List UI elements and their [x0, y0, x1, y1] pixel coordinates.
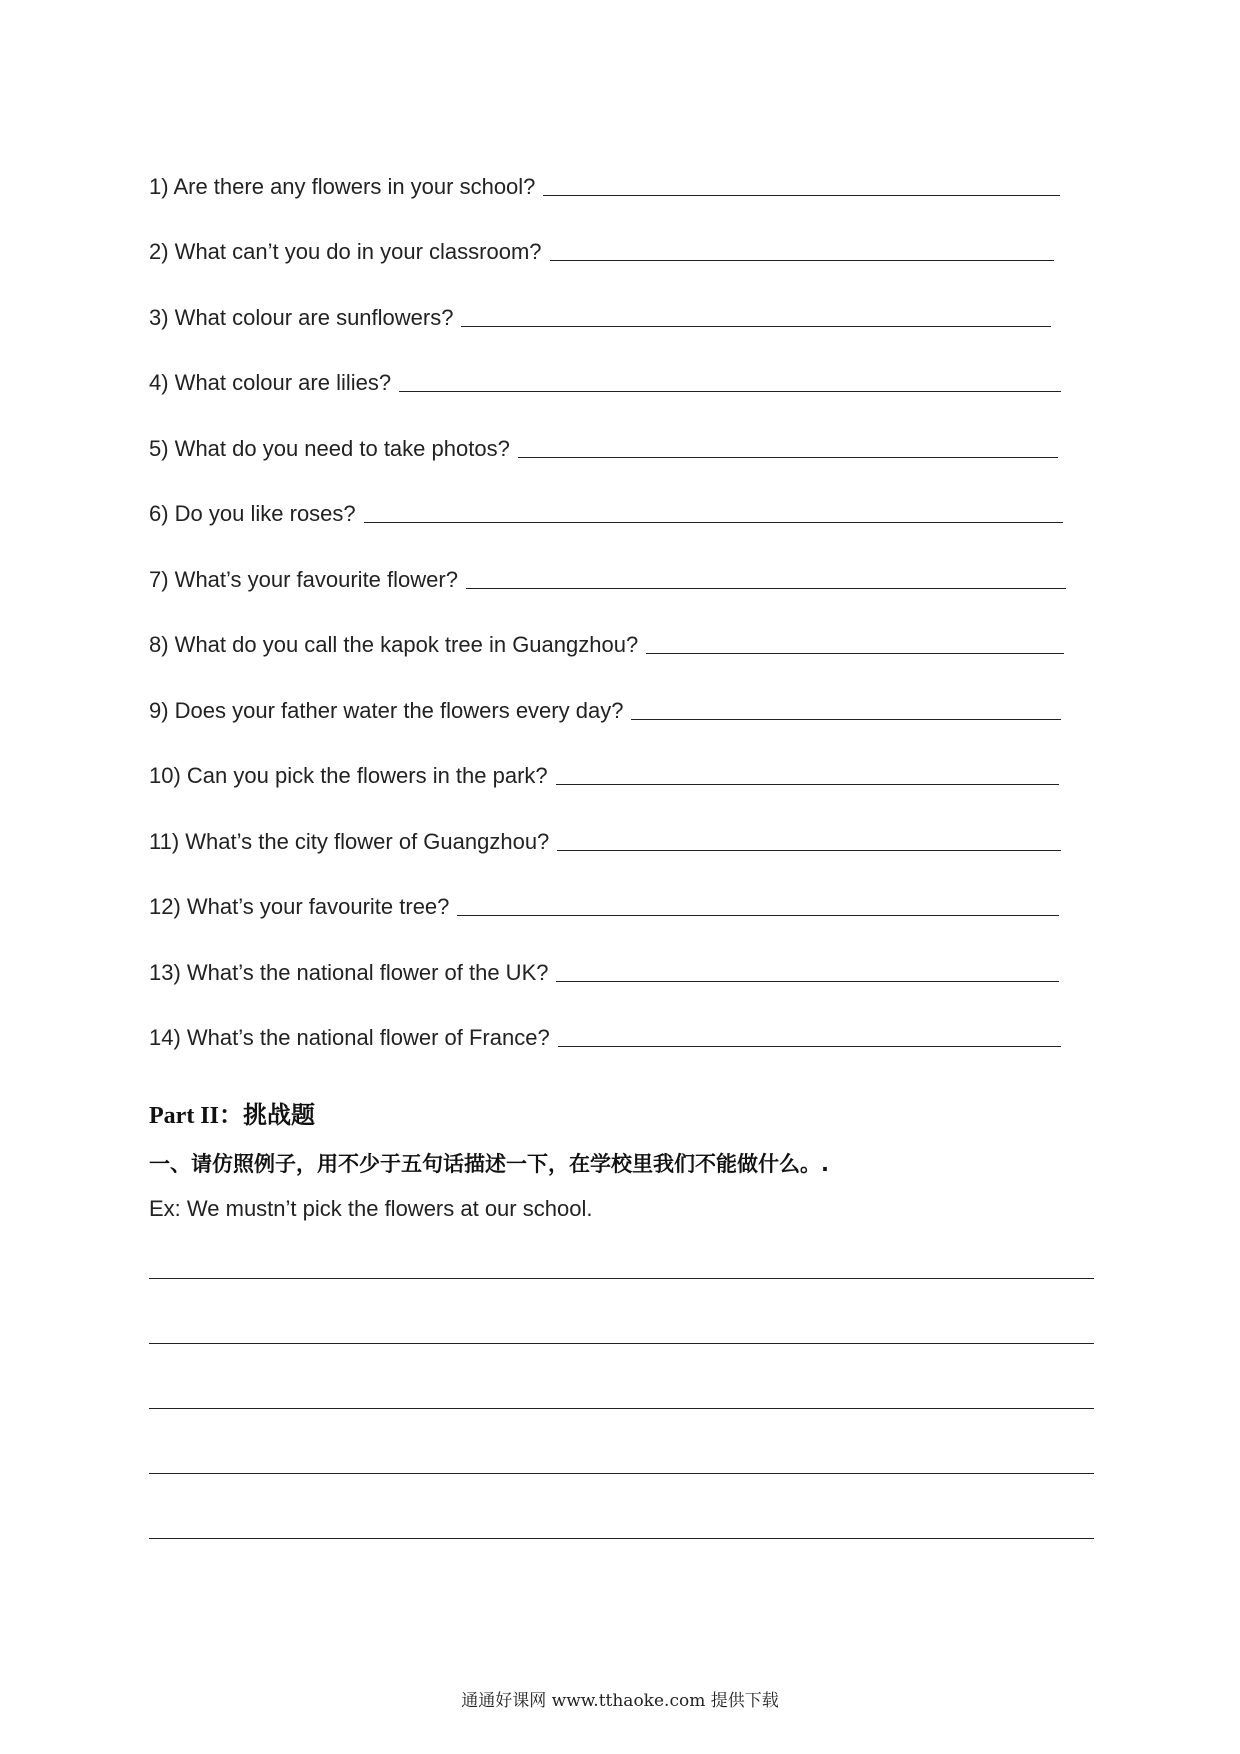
part-2-instruction: 一、请仿照例子，用不少于五句话描述一下，在学校里我们不能做什么。.: [149, 1152, 829, 1176]
question-text: 10) Can you pick the flowers in the park?: [149, 763, 548, 788]
footer-credit: 通通好课网 www.tthaoke.com 提供下载: [461, 1691, 779, 1711]
question-text: 13) What’s the national flower of the UK?: [149, 959, 549, 985]
answer-line[interactable]: [550, 260, 1054, 261]
answer-line[interactable]: [461, 326, 1051, 327]
answer-line[interactable]: [518, 457, 1058, 458]
writing-line-4[interactable]: [149, 1473, 1094, 1474]
part-2-title: Part II：挑战题: [149, 1103, 315, 1129]
writing-line-1[interactable]: [149, 1278, 1094, 1279]
answer-line[interactable]: [631, 719, 1061, 720]
question-text: 3) What colour are sunflowers?: [149, 304, 454, 330]
answer-line[interactable]: [556, 981, 1059, 982]
question-row: [149, 658, 1069, 724]
question-row: [149, 855, 1069, 921]
question-row: [149, 593, 1069, 659]
question-text: 8) What do you call the kapok tree in Guangzhou?: [149, 632, 639, 657]
answer-line[interactable]: [543, 195, 1060, 196]
answer-line[interactable]: [457, 915, 1059, 916]
question-text: 9) Does your father water the flowers every day?: [149, 697, 624, 723]
question-row: [149, 265, 1069, 331]
answer-line[interactable]: [557, 850, 1061, 851]
question-row: [149, 396, 1069, 462]
question-row: [149, 331, 1069, 397]
question-text: 4) What colour are lilies?: [149, 370, 392, 395]
answer-line[interactable]: [399, 391, 1061, 392]
question-text: 1) Are there any flowers in your school?: [149, 173, 536, 199]
question-text: 5) What do you need to take photos?: [149, 435, 510, 461]
answer-line[interactable]: [558, 1046, 1061, 1047]
answer-line[interactable]: [646, 653, 1064, 654]
question-text: 7) What’s your favourite flower?: [149, 566, 458, 592]
answer-line[interactable]: [364, 522, 1063, 523]
question-row: [149, 724, 1069, 790]
example-sentence: Ex: We mustn’t pick the flowers at our school.: [149, 1196, 593, 1221]
question-row: [149, 200, 1069, 266]
question-row: [149, 527, 1069, 593]
answer-line[interactable]: [556, 784, 1059, 785]
writing-line-2[interactable]: [149, 1343, 1094, 1344]
answer-line[interactable]: [466, 588, 1066, 589]
writing-line-3[interactable]: [149, 1408, 1094, 1409]
question-row: [149, 920, 1069, 986]
question-text: 6) Do you like roses?: [149, 501, 356, 526]
question-row: [149, 462, 1069, 528]
question-row: [149, 789, 1069, 855]
writing-line-5[interactable]: [149, 1538, 1094, 1539]
question-row: [149, 134, 1069, 200]
question-list: [149, 134, 1069, 1051]
question-row: [149, 986, 1069, 1052]
question-text: 11) What’s the city flower of Guangzhou?: [149, 828, 550, 854]
question-text: 14) What’s the national flower of France?: [149, 1025, 550, 1050]
question-text: 2) What can’t you do in your classroom?: [149, 239, 542, 264]
question-text: 12) What’s your favourite tree?: [149, 894, 450, 919]
